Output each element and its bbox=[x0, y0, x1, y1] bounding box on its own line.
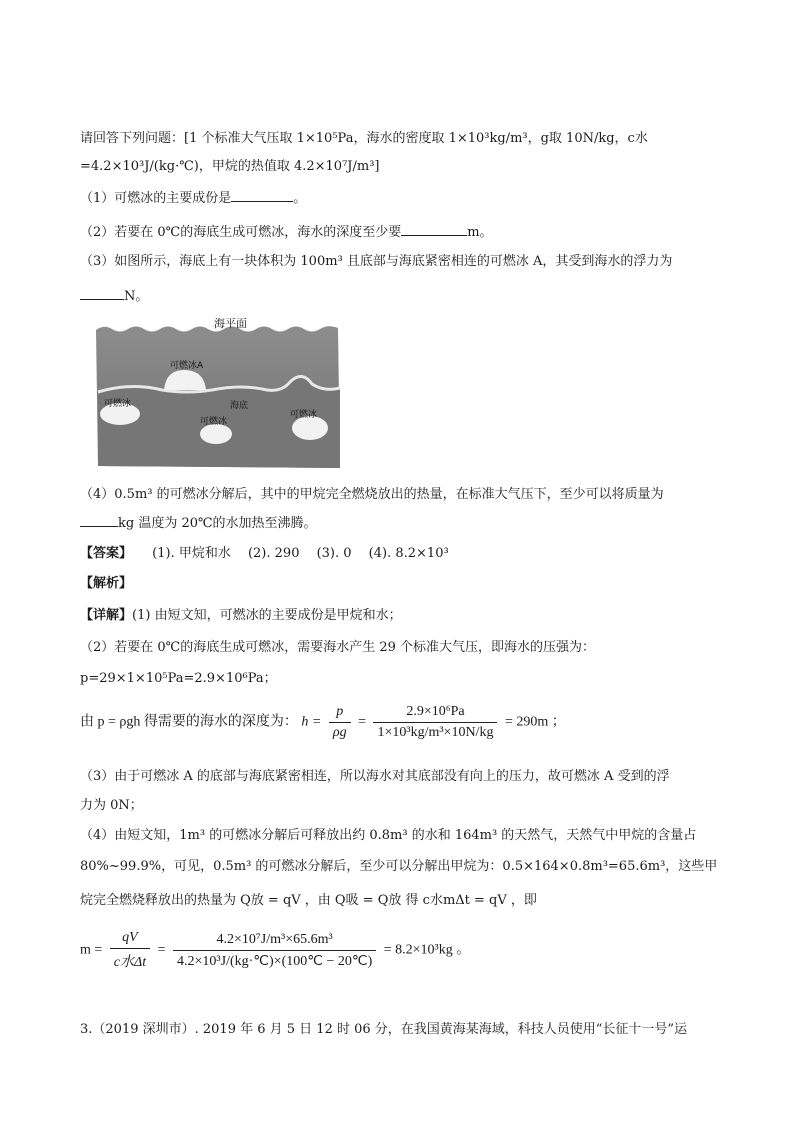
ice-right-label: 可燃冰 bbox=[290, 410, 318, 420]
detail-line-5b: 力为 0N； bbox=[80, 798, 143, 813]
depth-formula-intro: 由 p = ρgh 得需要的海水的深度为： bbox=[80, 714, 298, 730]
depth-frac-2-num: 2.9×10⁶Pa bbox=[373, 704, 497, 723]
detail-line-1 bbox=[80, 606, 402, 626]
question-4: （4）0.5m³ 的可燃冰分解后，其中的甲烷完全燃烧放出的热量，在标准大气压下，至少可以将质量为 bbox=[80, 487, 664, 502]
detail-p1: (1) 由短文知，可燃冰的主要成份是甲烷和水； bbox=[132, 608, 402, 623]
question-1-text: （1）可燃冰的主要成份是 bbox=[80, 191, 232, 206]
detail-line-3: p=29×1×10⁵Pa=2.9×10⁶Pa； bbox=[80, 671, 277, 686]
answer-blank-1 bbox=[231, 187, 293, 202]
question-1-end: 。 bbox=[293, 191, 307, 206]
depth-eq: = bbox=[358, 714, 366, 730]
seabed-figure bbox=[92, 318, 342, 470]
answer-blank-4 bbox=[80, 512, 118, 527]
mass-m: m = bbox=[80, 942, 103, 958]
seabed-label: 海底 bbox=[230, 401, 249, 411]
depth-frac-2 bbox=[373, 704, 497, 741]
answer-label: 【答案】 bbox=[80, 546, 133, 561]
question-3: （3）如图所示，海底上有一块体积为 100m³ 且底部与海底紧密相连的可燃冰 A，其受到海水的浮力为 bbox=[80, 254, 673, 269]
sea-level-label: 海平面 bbox=[214, 318, 247, 330]
detail-line-6b: 80%~99.9%，可见，0.5m³ 的可燃冰分解后，至少可以分解出甲烷为：0.5×164×0.8m³=65.6m³，这些甲 bbox=[80, 859, 718, 874]
mass-result: = 8.2×10³kg 。 bbox=[383, 942, 471, 958]
question-1 bbox=[80, 187, 306, 209]
mass-frac-1-den: c水Δt bbox=[113, 955, 147, 970]
detail-label: 【详解】 bbox=[80, 608, 133, 623]
ice-a-label: 可燃冰A bbox=[170, 361, 204, 371]
question-2-end: m。 bbox=[467, 225, 493, 240]
answer-blank-2 bbox=[401, 221, 467, 236]
depth-h: h = bbox=[301, 714, 322, 730]
ice-mid-shape bbox=[200, 424, 232, 444]
mass-eq: = bbox=[157, 942, 166, 958]
analysis-label: 【解析】 bbox=[80, 576, 133, 591]
mass-frac-2-num: 4.2×10⁷J/m³×65.6m³ bbox=[173, 932, 376, 951]
depth-frac-1 bbox=[329, 704, 351, 741]
depth-frac-2-den: 1×10³kg/m³×10N/kg bbox=[377, 725, 494, 740]
question-2-text: （2）若要在 0℃的海底生成可燃冰，海水的深度至少要 bbox=[80, 225, 402, 240]
detail-line-6c: 烷完全燃烧释放出的热量为 Q放 = qV ，由 Q吸 = Q放 得 c水mΔt = qV ，即 bbox=[80, 893, 537, 908]
question-2 bbox=[80, 221, 493, 243]
mass-formula bbox=[80, 930, 470, 971]
question-4-end: kg 温度为 20℃的水加热至沸腾。 bbox=[118, 516, 317, 531]
intro-line-2: =4.2×10³J/(kg·℃)，甲烷的热值取 4.2×10⁷J/m³] bbox=[80, 159, 380, 174]
depth-frac-1-den: ρg bbox=[332, 725, 347, 740]
detail-line-5a: （3）由于可燃冰 A 的底部与海底紧密相连，所以海水对其底部没有向上的压力，故可燃冰 A 受到的浮 bbox=[80, 769, 670, 784]
answer-line bbox=[80, 544, 449, 564]
depth-formula bbox=[80, 704, 566, 741]
detail-line-6a: （4）由短文知，1m³ 的可燃冰分解后可释放出约 0.8m³ 的水和 164m³ 的天然气，天然气中甲烷的含量占 bbox=[80, 828, 697, 843]
answer-blank-3 bbox=[80, 285, 124, 300]
mass-frac-2 bbox=[173, 932, 376, 970]
intro-line-1: 请回答下列问题：[1 个标准大气压取 1×10⁵Pa，海水的密度取 1×10³kg/m³，g取 10N/kg，c水 bbox=[80, 131, 648, 146]
next-question: 3.（2019 深圳市）. 2019 年 6 月 5 日 12 时 06 分，在我国黄海某海域，科技人员使用“长征十一号”运 bbox=[80, 1022, 688, 1037]
ice-left-label: 可燃冰 bbox=[104, 399, 132, 409]
mass-frac-1 bbox=[110, 930, 150, 971]
depth-frac-1-num: p bbox=[329, 704, 351, 723]
answer-text: (1). 甲烷和水 (2). 290 (3). 0 (4). 8.2×10³ bbox=[152, 546, 449, 561]
question-4-line-2 bbox=[80, 512, 317, 534]
mass-frac-1-num: qV bbox=[110, 930, 150, 949]
ice-mid-label: 可燃冰 bbox=[200, 417, 228, 427]
mass-frac-2-den: 4.2×10³J/(kg·℃)×(100℃ − 20℃) bbox=[177, 953, 373, 969]
question-3-line-2 bbox=[80, 285, 148, 307]
detail-line-2: （2）若要在 0℃的海底生成可燃冰，需要海水产生 29 个标准大气压，即海水的压强为： bbox=[80, 640, 596, 655]
question-3-end: N。 bbox=[124, 289, 149, 304]
depth-result: = 290m ； bbox=[504, 714, 566, 730]
